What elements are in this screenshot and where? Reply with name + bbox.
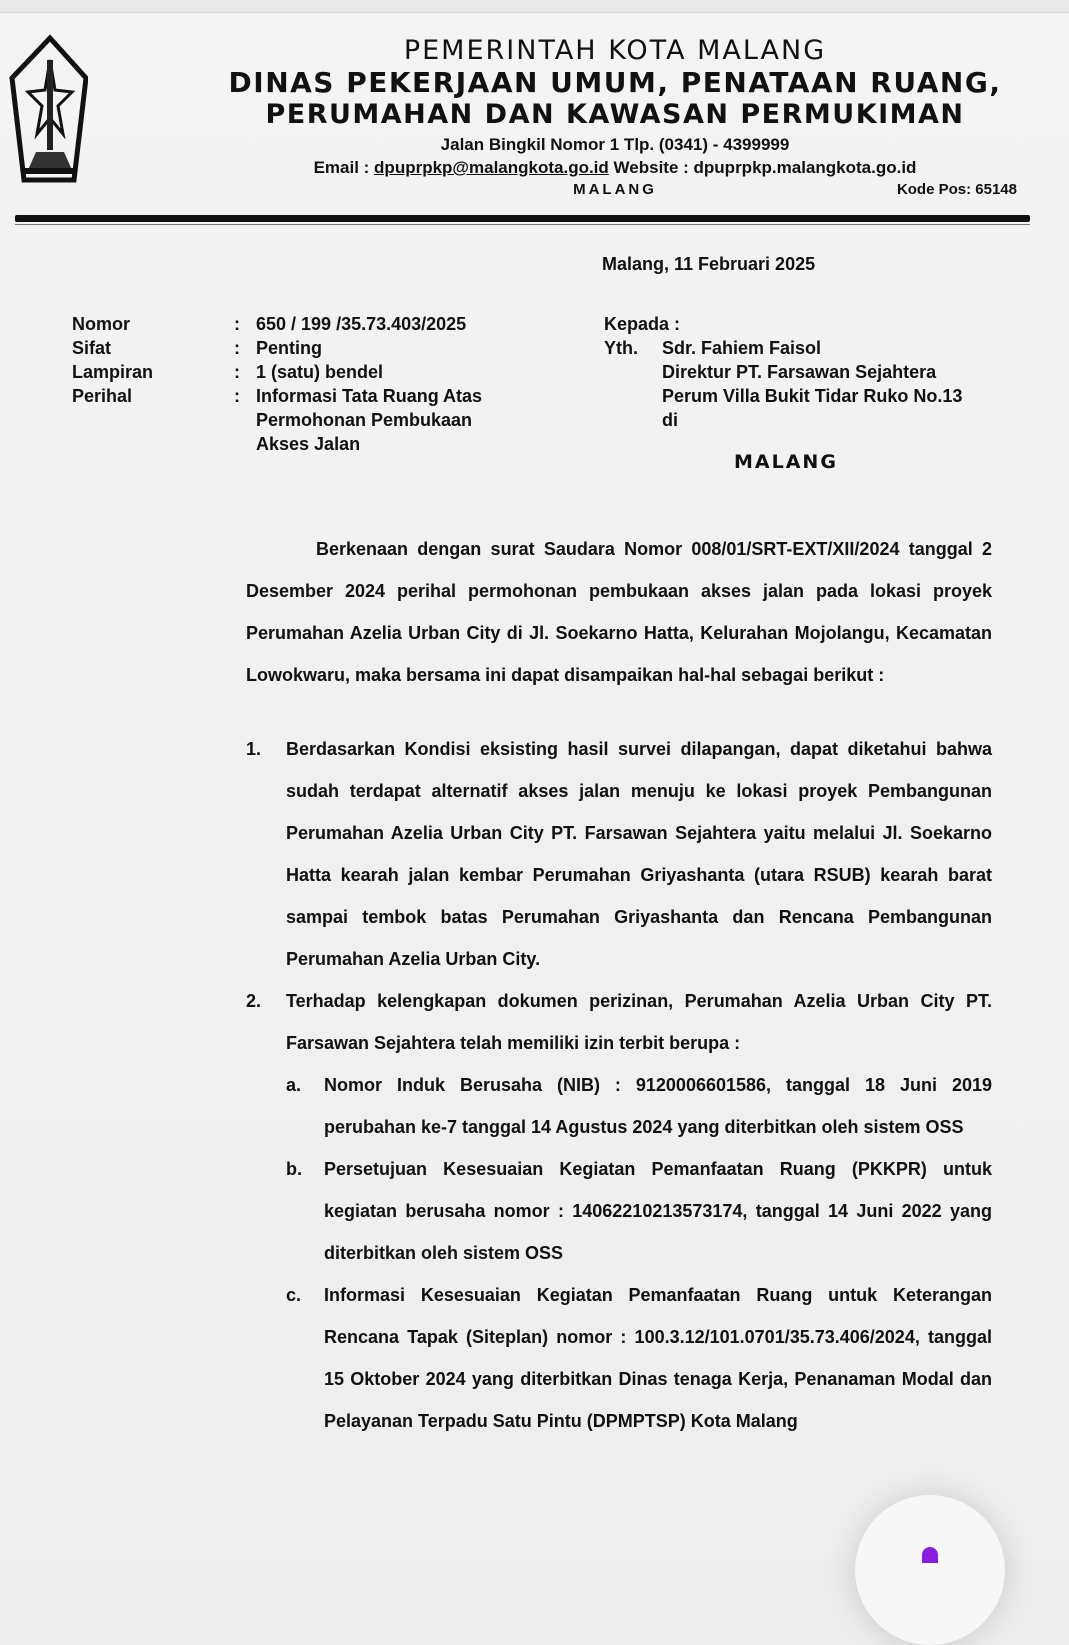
list-number: 1. <box>246 739 262 759</box>
email-link[interactable]: dpuprpkp@malangkota.go.id <box>374 158 609 177</box>
sub-list-text: Persetujuan Kesesuaian Kegiatan Pemanfaatan Ruang (PKKPR) untuk kegiatan berusaha nomor : 14062210213573174, tanggal 14 Juni 2022 yang diterbitkan oleh sistem OSS <box>324 1159 992 1263</box>
meta-value: Informasi Tata Ruang Atas <box>256 386 483 406</box>
meta-key: Sifat <box>72 338 112 358</box>
meta-value: Penting <box>256 338 322 358</box>
meta-colon: : <box>234 338 240 358</box>
recipient-block <box>604 312 962 474</box>
assistant-launcher-icon <box>922 1547 938 1563</box>
letterhead-city-row <box>195 179 1035 201</box>
points-list <box>246 728 992 1442</box>
opening-paragraph: Berkenaan dengan surat Saudara Nomor 008/01/SRT-EXT/XII/2024 tanggal 2 Desember 2024 perihal permohonan pembukaan akses jalan pada lokasi proyek Perumahan Azelia Urban City di Jl. Soekarno Hatta, Kelurahan Mojolangu, Kecamatan Lowokwaru, maka bersama ini dapat disampaikan hal-hal sebagai berikut : <box>246 539 992 685</box>
recipient-name: Sdr. Fahiem Faisol <box>662 338 822 358</box>
letterhead-postal-code: Kode Pos: 65148 <box>896 181 1017 198</box>
meta-row <box>72 360 576 384</box>
sub-list-letter: a. <box>286 1075 302 1095</box>
website-label: Website : <box>613 158 689 177</box>
letterhead-contacts <box>195 157 1035 179</box>
city-emblem-icon <box>8 30 88 190</box>
letterhead-divider <box>15 215 1030 222</box>
letterhead-agency-line2: PERUMAHAN DAN KAWASAN PERMUKIMAN <box>265 99 965 130</box>
letterhead <box>195 35 1035 201</box>
meta-colon <box>234 432 256 456</box>
website-link[interactable]: dpuprpkp.malangkota.go.id <box>693 158 917 177</box>
sub-list-letter: b. <box>286 1159 302 1179</box>
floating-assistant-button[interactable] <box>855 1495 1005 1645</box>
sub-list-text: Informasi Kesesuaian Kegiatan Pemanfaatan Ruang untuk Keterangan Rencana Tapak (Siteplan) nomor : 100.3.12/101.0701/35.73.406/2024, tanggal 15 Oktober 2024 yang diterbitkan Dinas tenaga Kerja, Penanaman Modal dan Pelayanan Terpadu Satu Pintu (DPMPTSP) Kota Malang <box>324 1285 992 1431</box>
meta-value: 650 / 199 /35.73.403/2025 <box>256 314 467 334</box>
meta-row <box>72 384 576 408</box>
meta-colon <box>234 408 256 432</box>
meta-key: Lampiran <box>72 362 154 382</box>
list-text: Berdasarkan Kondisi eksisting hasil survei dilapangan, dapat diketahui bahwa sudah terdapat alternatif akses jalan menuju ke lokasi proyek Pembangunan Perumahan Azelia Urban City PT. Farsawan Sejahtera yaitu melalui Jl. Soekarno Hatta kearah jalan kembar Perumahan Griyashanta (utara RSUB) kearah barat sampai tembok batas Perumahan Griyashanta dan Rencana Pembangunan Perumahan Azelia Urban City. <box>286 739 992 969</box>
meta-row <box>72 336 576 360</box>
meta-value: Akses Jalan <box>256 434 361 454</box>
recipient-title: Direktur PT. Farsawan Sejahtera <box>662 362 937 382</box>
meta-row <box>72 432 576 456</box>
letter-metadata <box>72 312 576 456</box>
sub-list-item <box>286 1148 992 1274</box>
list-number: 2. <box>246 991 262 1011</box>
recipient-lines <box>662 336 962 432</box>
recipient-address: Perum Villa Bukit Tidar Ruko No.13 <box>662 386 963 406</box>
recipient-yth-row <box>604 336 962 432</box>
letterhead-city: MALANG <box>573 181 657 198</box>
meta-colon: : <box>234 386 240 406</box>
sub-list-text: Nomor Induk Berusaha (NIB) : 9120006601586, tanggal 18 Juni 2019 perubahan ke-7 tanggal 14 Agustus 2024 yang diterbitkan oleh sistem OSS <box>324 1075 992 1137</box>
meta-value: Permohonan Pembukaan <box>256 410 473 430</box>
letterhead-government: PEMERINTAH KOTA MALANG <box>403 35 827 66</box>
meta-colon: : <box>234 314 240 334</box>
meta-key: Perihal <box>72 386 133 406</box>
meta-value: 1 (satu) bendel <box>256 362 384 382</box>
list-text: Terhadap kelengkapan dokumen perizinan, Perumahan Azelia Urban City PT. Farsawan Sejahtera telah memiliki izin terbit berupa : <box>286 991 992 1053</box>
meta-row <box>72 408 576 432</box>
meta-colon: : <box>234 362 240 382</box>
meta-key <box>72 408 234 432</box>
sub-list-item <box>286 1064 992 1148</box>
meta-key <box>72 432 234 456</box>
letter-date: Malang, 11 Februari 2025 <box>602 254 816 274</box>
letterhead-address: Jalan Bingkil Nomor 1 Tlp. (0341) - 4399999 <box>440 135 790 154</box>
letter-body <box>246 528 992 696</box>
sub-list-letter: c. <box>286 1285 302 1305</box>
recipient-yth: Yth. <box>604 338 638 358</box>
recipient-city: MALANG <box>734 451 838 473</box>
viewer-top-edge <box>0 0 1069 13</box>
email-label: Email : <box>313 158 370 177</box>
meta-row <box>72 312 576 336</box>
letterhead-agency-line1: DINAS PEKERJAAN UMUM, PENATAAN RUANG, <box>228 66 1002 99</box>
letterhead-divider-thin <box>15 224 1030 225</box>
recipient-kepada: Kepada : <box>604 314 681 334</box>
list-item <box>246 980 992 1064</box>
meta-key: Nomor <box>72 314 130 334</box>
sub-list-item <box>286 1274 992 1442</box>
recipient-di: di <box>662 410 678 430</box>
list-item <box>246 728 992 980</box>
